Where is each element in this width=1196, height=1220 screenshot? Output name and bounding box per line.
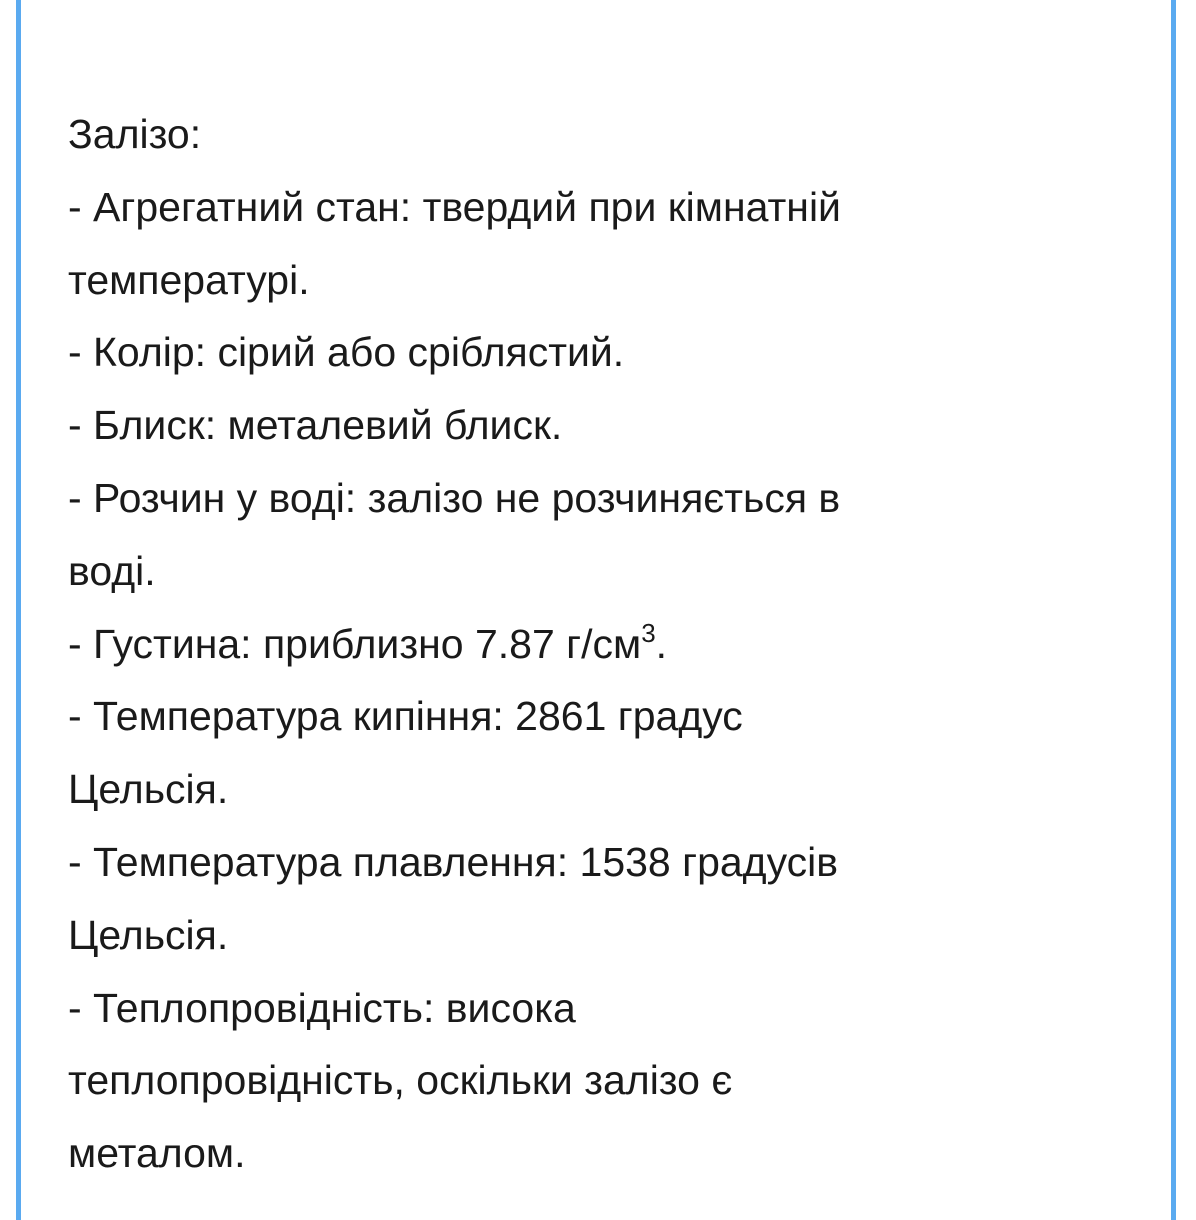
density-superscript: 3 <box>641 617 656 648</box>
answer-card <box>16 0 1176 1220</box>
property-line: - Температура плавлення: 1538 градусів <box>68 838 839 885</box>
property-line: металом. <box>68 1130 246 1177</box>
property-line: температурі. <box>68 256 310 303</box>
density-period: . <box>655 620 668 667</box>
property-line: теплопровідність, оскільки залізо є <box>68 1057 733 1104</box>
density-line <box>68 608 1118 681</box>
property-line: Цельсія. <box>68 766 229 813</box>
property-line: - Теплопровідність: висока <box>68 984 576 1031</box>
property-line: - Колір: сірий або сріблястий. <box>68 329 625 376</box>
property-line: - Агрегатний стан: твердий при кімнатній <box>68 183 841 230</box>
answer-text <box>68 0 1118 1190</box>
property-line: - Розчин у воді: залізо не розчиняється в <box>68 474 841 521</box>
property-line: Цельсія. <box>68 911 229 958</box>
property-line: - Блиск: металевий блиск. <box>68 402 563 449</box>
partial-top-line <box>68 0 1118 10</box>
property-line: воді. <box>68 547 156 594</box>
section-heading: Залізо: <box>68 111 202 157</box>
density-text: - Густина: приблизно 7.87 г/см <box>68 620 642 667</box>
blank-spacer <box>68 10 1118 98</box>
property-line: - Температура кипіння: 2861 градус <box>68 693 743 740</box>
